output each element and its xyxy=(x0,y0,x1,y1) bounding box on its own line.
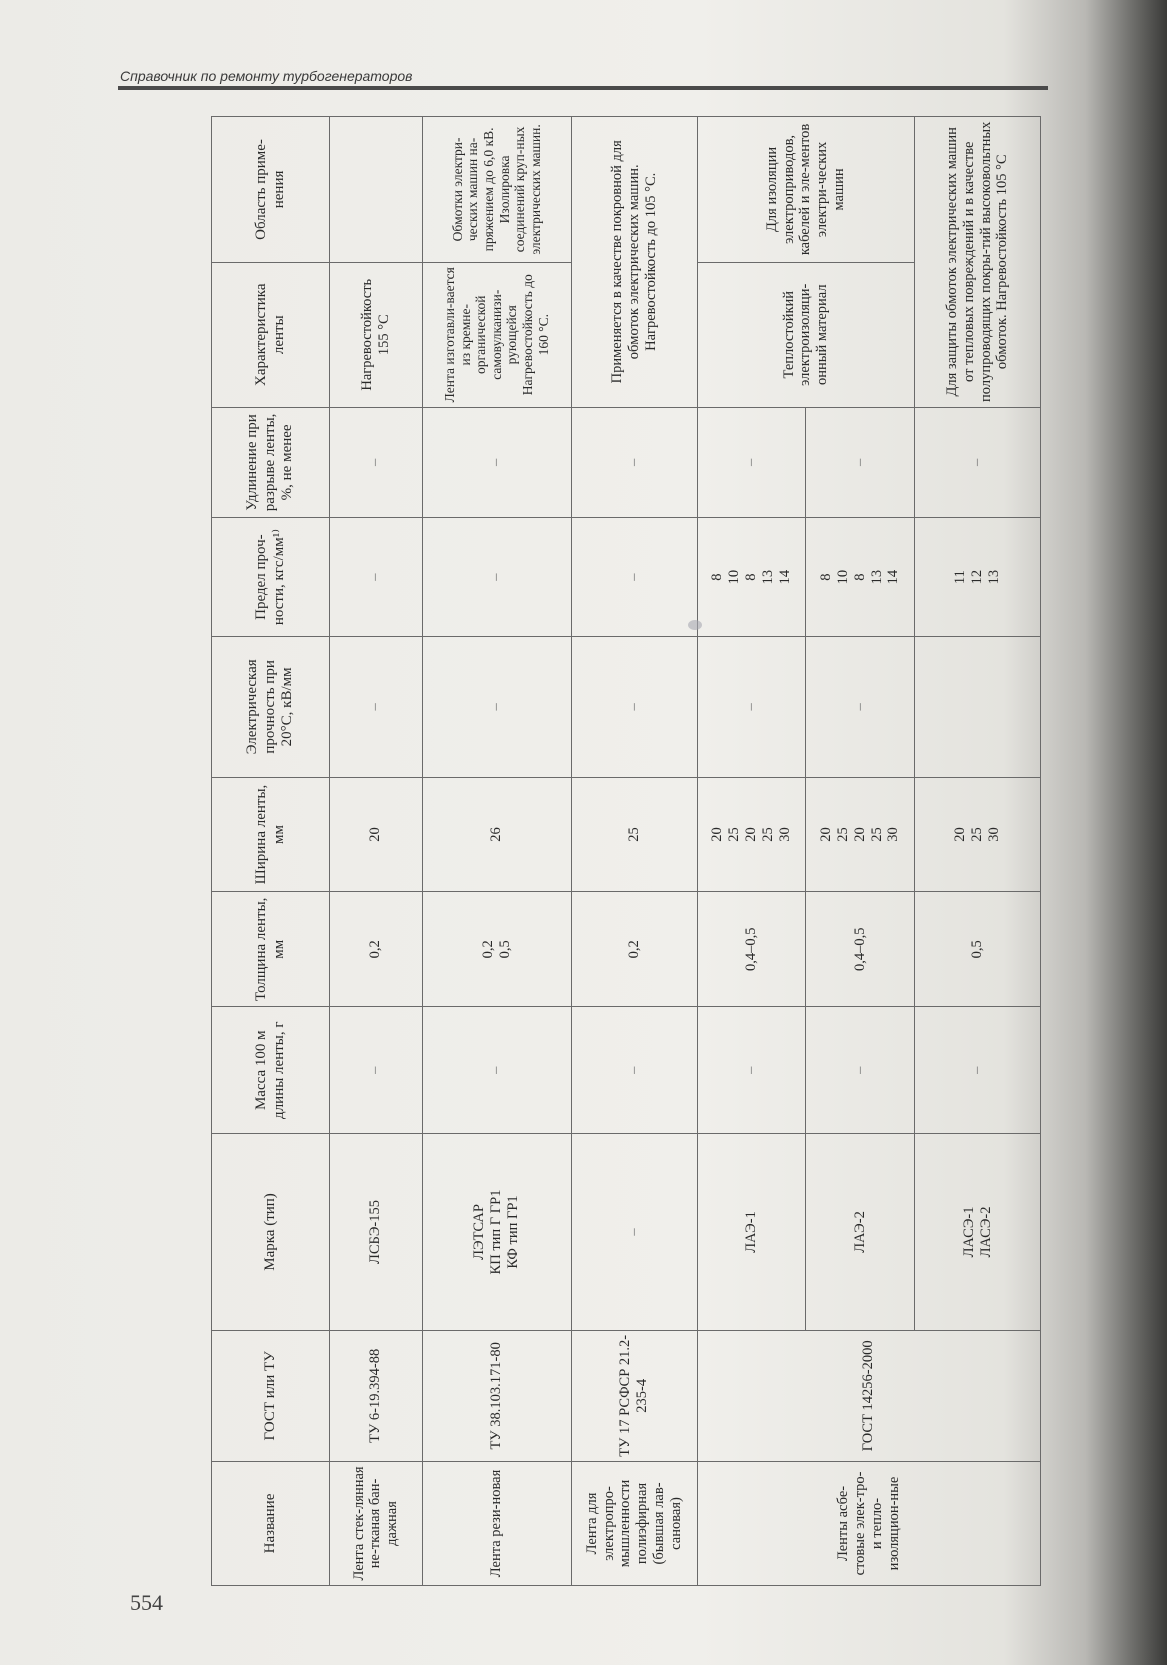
cell-mark: ЛЭТСАР КП тип Г ГР1 КФ тип ГР1 xyxy=(422,1134,571,1330)
page-number: 554 xyxy=(130,1590,163,1615)
cell-mark: ЛАСЭ-1 ЛАСЭ-2 xyxy=(915,1134,1041,1330)
cell-width: 25 xyxy=(571,777,697,892)
cell-width: 26 xyxy=(422,777,571,892)
cell-mark: ЛСБЭ-155 xyxy=(330,1134,423,1330)
table-row xyxy=(571,117,697,1586)
tapes-table xyxy=(211,116,1041,1586)
cell-gost: ТУ 38.103.171-80 xyxy=(422,1330,571,1461)
cell-width: 20 25 20 25 30 xyxy=(697,777,806,892)
column-header: Название xyxy=(212,1461,330,1585)
cell-application: Обмотки электри-ческих машин на-пряжением до 6,0 кВ. Изолировка соединений круп-ных электрических машин. xyxy=(422,117,571,263)
cell-gost: ТУ 6-19.394-88 xyxy=(330,1330,423,1461)
cell-characteristic: Нагревостойкость 155 °С xyxy=(330,262,423,407)
cell-application xyxy=(330,117,423,263)
table-header-row xyxy=(212,117,330,1586)
cell-strength xyxy=(915,637,1041,778)
cell-width: 20 25 30 xyxy=(915,777,1041,892)
cell-mass: – xyxy=(571,1007,697,1134)
cell-name: Лента стек-лянная не-тканая бан-дажная xyxy=(330,1461,423,1585)
table-row xyxy=(330,117,423,1586)
ink-smudge xyxy=(688,620,702,630)
cell-mark: ЛАЭ-1 xyxy=(697,1134,806,1330)
rotated-table-container xyxy=(211,116,1041,1586)
cell-name: Лента для электропро-мышленности полиэфирная (бывшая лав-сановая) xyxy=(571,1461,697,1585)
header-rule xyxy=(118,86,1048,90)
cell-tensile: 8 10 8 13 14 xyxy=(806,518,915,637)
cell-application: Для изоляции электроприводов, кабелей и эле-ментов электри-ческих машин xyxy=(697,117,915,263)
cell-mark: ЛАЭ-2 xyxy=(806,1134,915,1330)
column-header: ГОСТ или ТУ xyxy=(212,1330,330,1461)
cell-elongation: – xyxy=(915,407,1041,518)
cell-elongation: – xyxy=(697,407,806,518)
cell-thickness: 0,2 0,5 xyxy=(422,892,571,1007)
column-header: Электрическая прочность при 20°С, кВ/мм xyxy=(212,637,330,778)
cell-characteristic: Лента изготавли-вается из кремне-органической самовулканизи-рующейся Нагревостойкость до 160 °С. xyxy=(422,262,571,407)
column-header: Марка (тип) xyxy=(212,1134,330,1330)
cell-characteristic-application: Для защиты обмоток электрических машин от тепловых повреждений и в качестве полупроводящих покры-тий высоковольтных обмоток. Нагревостойкость 105 °С xyxy=(915,117,1041,408)
column-header: Характеристика ленты xyxy=(212,262,330,407)
cell-mass: – xyxy=(915,1007,1041,1134)
running-header: Справочник по ремонту турбогенераторов xyxy=(120,68,413,84)
cell-name: Лента рези-новая xyxy=(422,1461,571,1585)
cell-thickness: 0,2 xyxy=(571,892,697,1007)
cell-width: 20 xyxy=(330,777,423,892)
cell-strength: – xyxy=(330,637,423,778)
cell-thickness: 0,4–0,5 xyxy=(806,892,915,1007)
cell-thickness: 0,5 xyxy=(915,892,1041,1007)
cell-width: 20 25 20 25 30 xyxy=(806,777,915,892)
cell-strength: – xyxy=(806,637,915,778)
cell-strength: – xyxy=(571,637,697,778)
cell-mass: – xyxy=(330,1007,423,1134)
column-header: Область приме-нения xyxy=(212,117,330,263)
cell-strength: – xyxy=(422,637,571,778)
cell-gost: ТУ 17 РСФСР 21.2-235-4 xyxy=(571,1330,697,1461)
cell-mark: – xyxy=(571,1134,697,1330)
column-header: Масса 100 м длины ленты, г xyxy=(212,1007,330,1134)
cell-mass: – xyxy=(422,1007,571,1134)
cell-thickness: 0,2 xyxy=(330,892,423,1007)
cell-elongation: – xyxy=(422,407,571,518)
cell-strength: – xyxy=(697,637,806,778)
cell-elongation: – xyxy=(806,407,915,518)
cell-name: Ленты асбе-стовые элек-тро- и тепло-изоляцион-ные xyxy=(697,1461,1040,1585)
cell-tensile: – xyxy=(571,518,697,637)
cell-elongation: – xyxy=(571,407,697,518)
cell-mass: – xyxy=(806,1007,915,1134)
cell-mass: – xyxy=(697,1007,806,1134)
cell-gost: ГОСТ 14256-2000 xyxy=(697,1330,1040,1461)
cell-tensile: 8 10 8 13 14 xyxy=(697,518,806,637)
cell-thickness: 0,4–0,5 xyxy=(697,892,806,1007)
table-row xyxy=(697,117,806,1586)
column-header: Толщина ленты, мм xyxy=(212,892,330,1007)
cell-tensile: – xyxy=(330,518,423,637)
table-row xyxy=(422,117,571,1586)
cell-tensile: – xyxy=(422,518,571,637)
cell-characteristic-application: Применяется в качестве покровной для обмоток электрических машин. Нагревостойкость до 105 °С. xyxy=(571,117,697,408)
cell-elongation: – xyxy=(330,407,423,518)
cell-characteristic: Теплостойкий электроизоляци-онный материал xyxy=(697,262,915,407)
column-header: Предел проч-ности, кгс/мм¹⁾ xyxy=(212,518,330,637)
cell-tensile: 11 12 13 xyxy=(915,518,1041,637)
column-header: Удлинение при разрыве ленты, %, не менее xyxy=(212,407,330,518)
column-header: Ширина ленты, мм xyxy=(212,777,330,892)
